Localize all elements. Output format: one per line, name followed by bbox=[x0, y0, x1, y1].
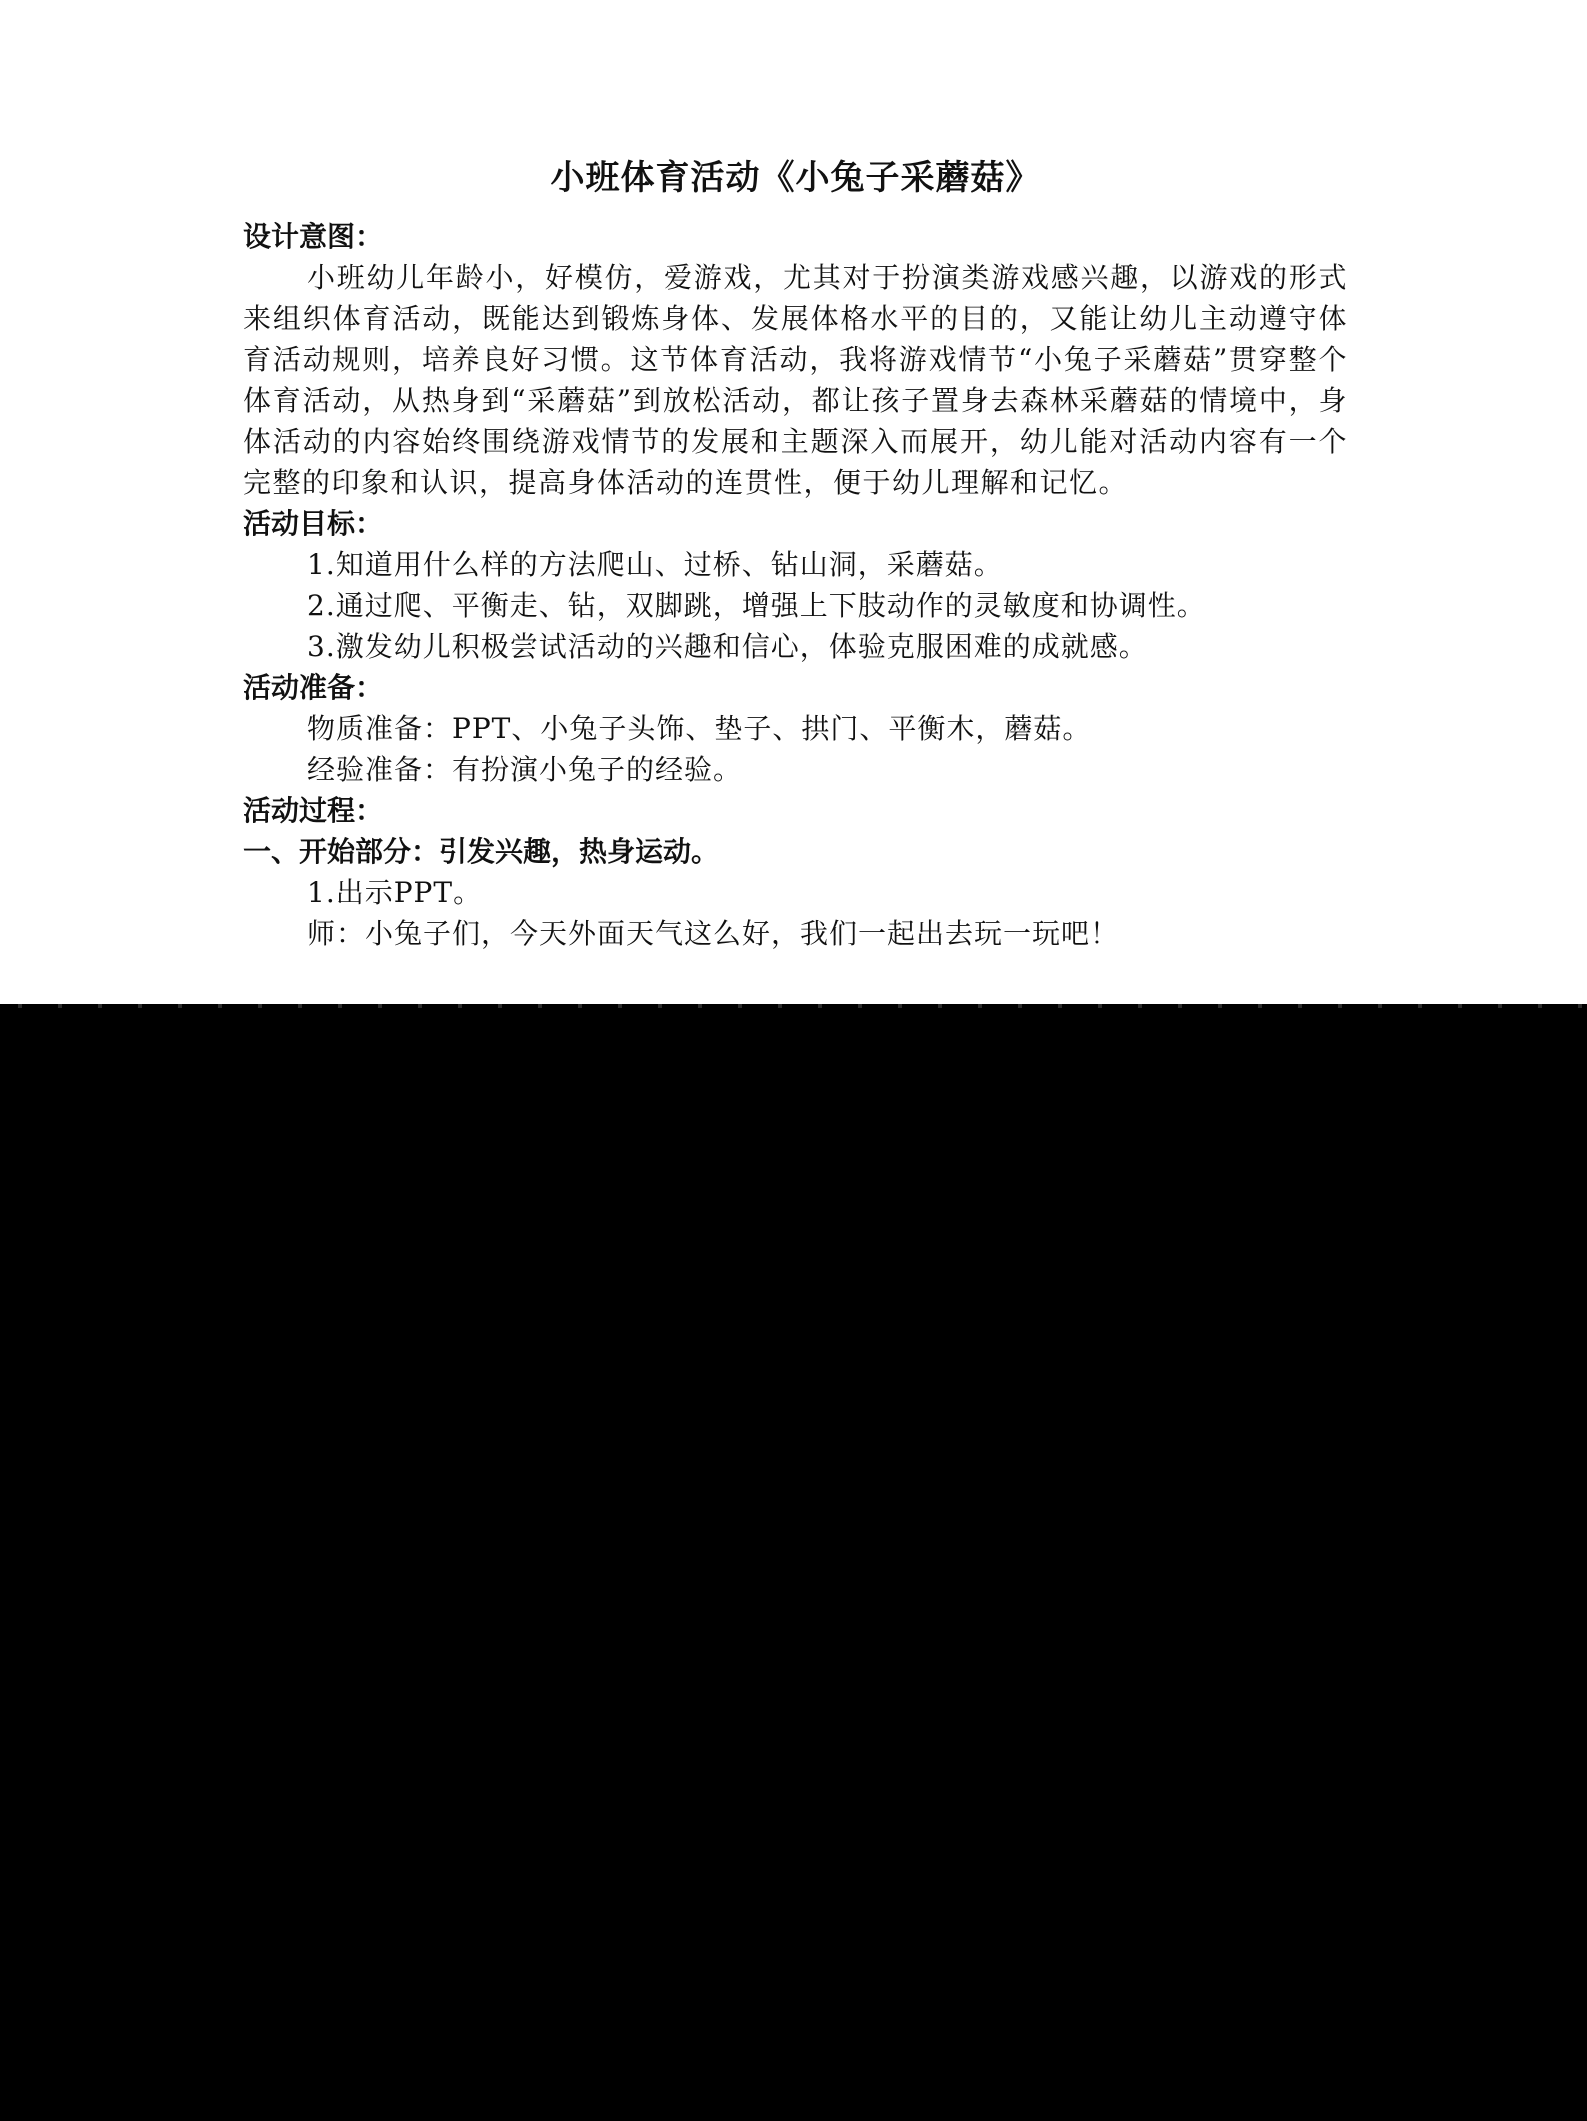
document-content bbox=[243, 150, 1348, 954]
part1-line-1: 1.出示PPT。 bbox=[307, 876, 483, 909]
prep-item-experience: 经验准备：有扮演小兔子的经验。 bbox=[307, 753, 743, 786]
prep-item-materials: 物质准备：PPT、小兔子头饰、垫子、拱门、平衡木，蘑菇。 bbox=[307, 712, 1092, 745]
goal-item-3: 3.激发幼儿积极尝试活动的兴趣和信心，体验克服困难的成就感。 bbox=[307, 630, 1148, 663]
part1-line-2: 师：小兔子们，今天外面天气这么好，我们一起出去玩一玩吧！ bbox=[307, 917, 1120, 950]
activity-goals-heading: 活动目标： bbox=[243, 507, 384, 540]
goal-item-2: 2.通过爬、平衡走、钻，双脚跳，增强上下肢动作的灵敏度和协调性。 bbox=[307, 589, 1206, 622]
goal-item-1: 1.知道用什么样的方法爬山、过桥、钻山洞，采蘑菇。 bbox=[307, 548, 1003, 581]
activity-process-heading: 活动过程： bbox=[243, 794, 384, 827]
part1-heading: 一、开始部分：引发兴趣，热身运动。 bbox=[243, 835, 720, 868]
redaction-block bbox=[0, 1008, 1587, 2121]
activity-prep-heading: 活动准备： bbox=[243, 671, 384, 704]
document-title: 小班体育活动《小兔子采蘑菇》 bbox=[550, 158, 1041, 198]
design-intent-heading: 设计意图： bbox=[243, 220, 384, 253]
design-intent-paragraph: 小班幼儿年龄小，好模仿，爱游戏，尤其对于扮演类游戏感兴趣，以游戏的形式来组织体育活动，既能达到锻炼身体、发展体格水平的目的，又能让幼儿主动遵守体育活动规则，培养良好习惯。这节体育活动，我将游戏情节“小兔子采蘑菇”贯穿整个体育活动，从热身到“采蘑菇”到放松活动，都让孩子置身去森林采蘑菇的情境中，身体活动的内容始终围绕游戏情节的发展和主题深入而展开，幼儿能对活动内容有一个完整的印象和认识，提高身体活动的连贯性，便于幼儿理解和记忆。 bbox=[243, 261, 1348, 499]
